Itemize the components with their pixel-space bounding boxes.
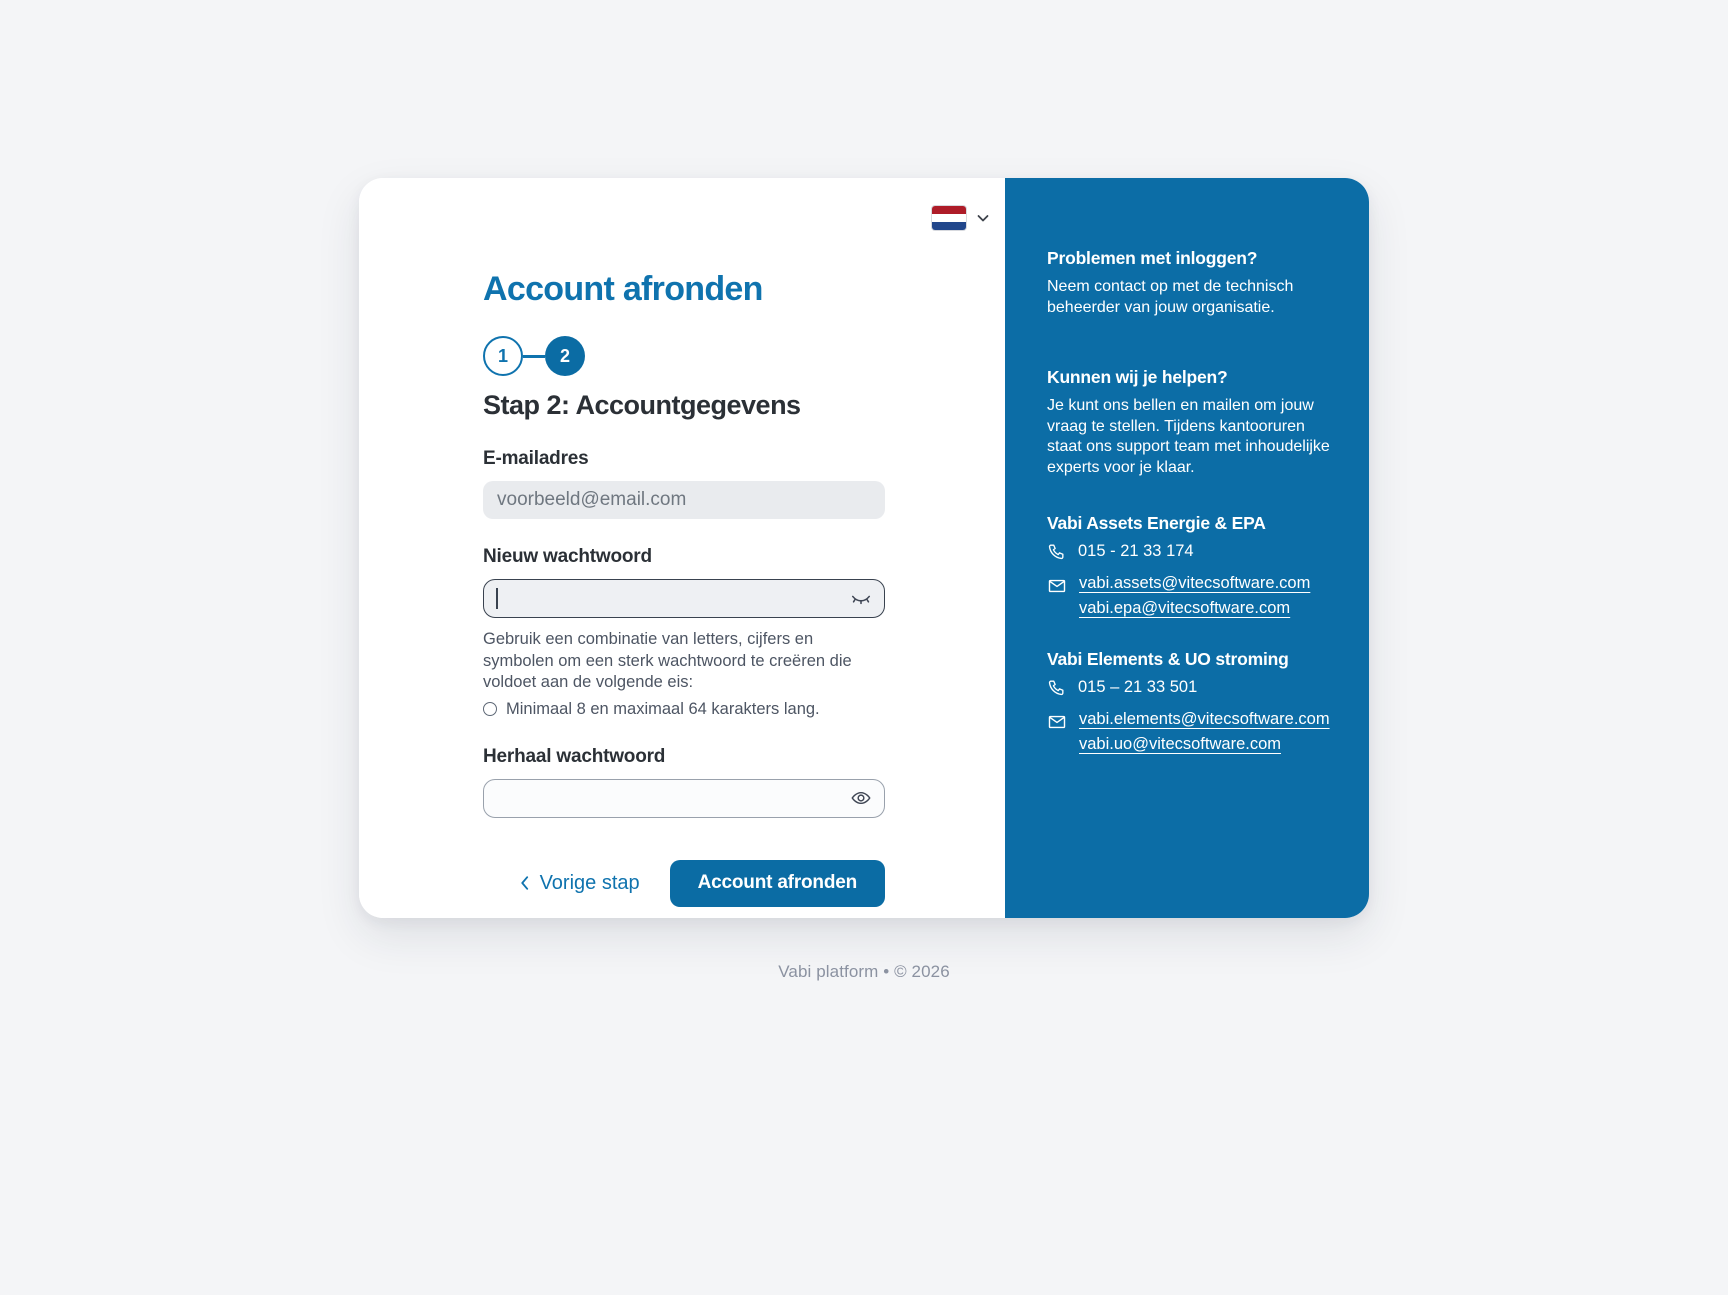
new-password-label: Nieuw wachtwoord [483, 546, 652, 567]
new-password-field-wrap [483, 579, 885, 618]
toggle-repeat-password-visibility-button[interactable] [848, 785, 874, 811]
contact-block-elements-uo [1047, 649, 1343, 754]
step-indicator [483, 336, 965, 376]
phone-icon [1047, 542, 1066, 561]
password-rule-text: Minimaal 8 en maximaal 64 karakters lang. [506, 699, 820, 718]
help-panel [1005, 178, 1369, 918]
help-section-can-we-help [1047, 367, 1343, 478]
email-link[interactable]: vabi.epa@vitecsoftware.com [1079, 599, 1291, 617]
contact-phone-row [1047, 542, 1343, 561]
step-1-badge: 1 [483, 336, 523, 376]
help-section-body: Je kunt ons bellen en mailen om jouw vraag te stellen. Tijdens kantooruren staat ons support team met inhoudelijke experts voor je klaar. [1047, 397, 1330, 476]
repeat-password-field[interactable] [483, 779, 885, 818]
form-actions [483, 860, 885, 907]
contact-phone-row [1047, 678, 1343, 697]
repeat-password-field-wrap [483, 779, 885, 818]
contact-email-row [1047, 710, 1343, 754]
repeat-password-label: Herhaal wachtwoord [483, 745, 666, 767]
email-link[interactable]: vabi.elements@vitecsoftware.com [1079, 710, 1330, 728]
chevron-left-icon [519, 874, 530, 892]
help-section-title: Kunnen wij je helpen? [1047, 367, 1228, 387]
chevron-down-icon [975, 210, 991, 226]
contact-phone: 015 - 21 33 174 [1078, 542, 1194, 560]
rule-unchecked-icon [483, 702, 497, 716]
eye-open-icon [850, 787, 872, 809]
netherlands-flag-icon [932, 206, 966, 230]
page-title: Account afronden [483, 270, 763, 308]
email-field[interactable] [483, 481, 885, 519]
language-selector[interactable] [932, 206, 991, 230]
previous-step-label: Vorige stap [539, 871, 640, 894]
email-label: E-mailadres [483, 448, 589, 469]
help-section-login-issues [1047, 248, 1343, 318]
contact-block-assets-epa [1047, 513, 1343, 618]
footer-text: Vabi platform • © 2026 [778, 962, 950, 981]
text-caret [496, 588, 498, 609]
toggle-new-password-visibility-button[interactable] [848, 586, 874, 612]
contact-title: Vabi Assets Energie & EPA [1047, 513, 1266, 533]
submit-button[interactable]: Account afronden [670, 860, 885, 907]
phone-icon [1047, 678, 1066, 697]
previous-step-link[interactable] [519, 872, 640, 895]
email-link[interactable]: vabi.assets@vitecsoftware.com [1079, 574, 1311, 592]
envelope-icon [1047, 576, 1067, 596]
contact-title: Vabi Elements & UO stroming [1047, 649, 1289, 669]
envelope-icon [1047, 712, 1067, 732]
account-card [359, 178, 1369, 918]
contact-email-links [1079, 574, 1310, 618]
contact-phone: 015 – 21 33 501 [1078, 678, 1198, 696]
form-panel [359, 178, 1005, 918]
help-section-title: Problemen met inloggen? [1047, 248, 1258, 268]
help-section-body: Neem contact op met de technisch beheerder van jouw organisatie. [1047, 278, 1294, 316]
password-hint: Gebruik een combinatie van letters, cijfers en symbolen om een sterk wachtwoord te creëren die voldoet aan de volgende eis: [483, 630, 852, 691]
step-2-badge: 2 [545, 336, 585, 376]
new-password-field[interactable] [483, 579, 885, 618]
email-link[interactable]: vabi.uo@vitecsoftware.com [1079, 735, 1281, 753]
contact-email-row [1047, 574, 1343, 618]
password-rule [483, 700, 885, 719]
eye-closed-icon [850, 588, 872, 610]
step-connector [523, 355, 545, 358]
step-subtitle: Stap 2: Accountgegevens [483, 390, 801, 420]
contact-email-links [1079, 710, 1330, 754]
